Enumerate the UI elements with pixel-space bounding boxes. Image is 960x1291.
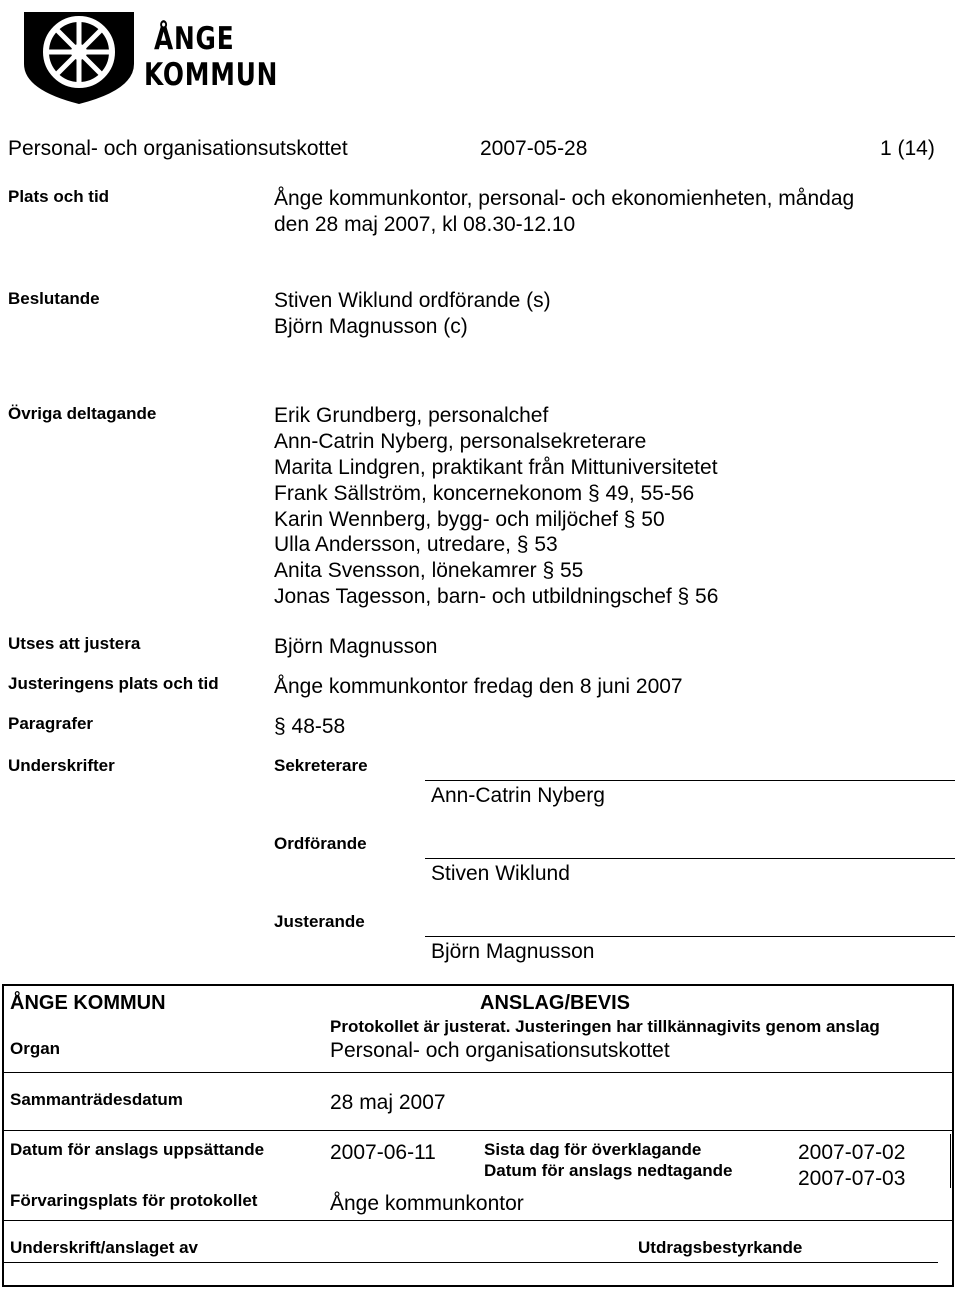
paragraphs-value: § 48-58 bbox=[274, 715, 346, 738]
deciding-label: Beslutande bbox=[8, 289, 100, 308]
extract-label: Utdragsbestyrkande bbox=[638, 1238, 803, 1257]
participant: Ulla Andersson, utredare, § 53 bbox=[274, 533, 558, 556]
wheel-emblem-icon bbox=[18, 6, 140, 106]
signature-line bbox=[425, 936, 955, 937]
notice-bottom-line bbox=[4, 1262, 938, 1263]
logo-line-1: ÅNGE bbox=[154, 21, 235, 57]
posted-date-label: Datum för anslags uppsättande bbox=[10, 1140, 265, 1159]
storage-label: Förvaringsplats för protokollet bbox=[10, 1191, 258, 1210]
signature-name: Ann-Catrin Nyberg bbox=[431, 784, 605, 807]
notice-statement: Protokollet är justerat. Justeringen har tillkännagivits genom anslag bbox=[330, 1017, 880, 1036]
appeal-date-value: 2007-07-02 bbox=[798, 1141, 906, 1164]
signature-role: Sekreterare bbox=[274, 756, 368, 775]
notice-divider bbox=[4, 1220, 952, 1221]
participant: Anita Svensson, lönekamrer § 55 bbox=[274, 559, 584, 582]
adjuster-label: Utses att justera bbox=[8, 634, 141, 653]
meeting-date: 2007-05-28 bbox=[480, 137, 588, 160]
deciding-member: Björn Magnusson (c) bbox=[274, 315, 468, 338]
page-number: 1 (14) bbox=[880, 137, 935, 160]
organ-label: Organ bbox=[10, 1039, 61, 1058]
signature-role: Justerande bbox=[274, 912, 365, 931]
notice-divider bbox=[950, 1134, 951, 1188]
storage-value: Ånge kommunkontor bbox=[330, 1192, 524, 1215]
notice-title: ANSLAG/BEVIS bbox=[480, 992, 631, 1014]
adjuster-value: Björn Magnusson bbox=[274, 635, 438, 658]
place-label: Plats och tid bbox=[8, 187, 110, 206]
logo-line-2: KOMMUN bbox=[144, 57, 279, 93]
participant: Ann-Catrin Nyberg, personalsekreterare bbox=[274, 430, 647, 453]
signature-line bbox=[425, 780, 955, 781]
committee-name: Personal- och organisationsutskottet bbox=[8, 137, 348, 160]
removed-date-value: 2007-07-03 bbox=[798, 1167, 906, 1190]
signature-line bbox=[425, 858, 955, 859]
organ-value: Personal- och organisationsutskottet bbox=[330, 1039, 670, 1062]
participant: Jonas Tagesson, barn- och utbildningschef § 56 bbox=[274, 585, 719, 608]
signatures-label: Underskrifter bbox=[8, 756, 115, 775]
municipality-logo bbox=[18, 6, 279, 106]
meeting-date-value: 28 maj 2007 bbox=[330, 1091, 446, 1114]
notice-divider bbox=[4, 1072, 952, 1073]
removed-date-label: Datum för anslags nedtagande bbox=[484, 1161, 733, 1180]
others-label: Övriga deltagande bbox=[8, 404, 157, 423]
place-line-2: den 28 maj 2007, kl 08.30-12.10 bbox=[274, 213, 576, 236]
participant: Karin Wennberg, bygg- och miljöchef § 50 bbox=[274, 508, 665, 531]
notice-org-title: ÅNGE KOMMUN bbox=[10, 992, 166, 1014]
deciding-member: Stiven Wiklund ordförande (s) bbox=[274, 289, 551, 312]
participant: Frank Sällström, koncernekonom § 49, 55-56 bbox=[274, 482, 695, 505]
posted-date-value: 2007-06-11 bbox=[330, 1141, 436, 1164]
notice-divider bbox=[4, 1130, 952, 1131]
signature-role: Ordförande bbox=[274, 834, 367, 853]
signature-name: Stiven Wiklund bbox=[431, 862, 570, 885]
paragraphs-label: Paragrafer bbox=[8, 714, 94, 733]
signature-name: Björn Magnusson bbox=[431, 940, 595, 963]
appeal-date-label: Sista dag för överklagande bbox=[484, 1140, 702, 1159]
participant: Erik Grundberg, personalchef bbox=[274, 404, 549, 427]
adjust-place-value: Ånge kommunkontor fredag den 8 juni 2007 bbox=[274, 675, 683, 698]
place-line-1: Ånge kommunkontor, personal- och ekonomienheten, måndag bbox=[274, 187, 855, 210]
participant: Marita Lindgren, praktikant från Mittuniversitetet bbox=[274, 456, 718, 479]
adjust-place-label: Justeringens plats och tid bbox=[8, 674, 219, 693]
meeting-date-label: Sammanträdesdatum bbox=[10, 1090, 183, 1109]
signed-by-label: Underskrift/anslaget av bbox=[10, 1238, 199, 1257]
